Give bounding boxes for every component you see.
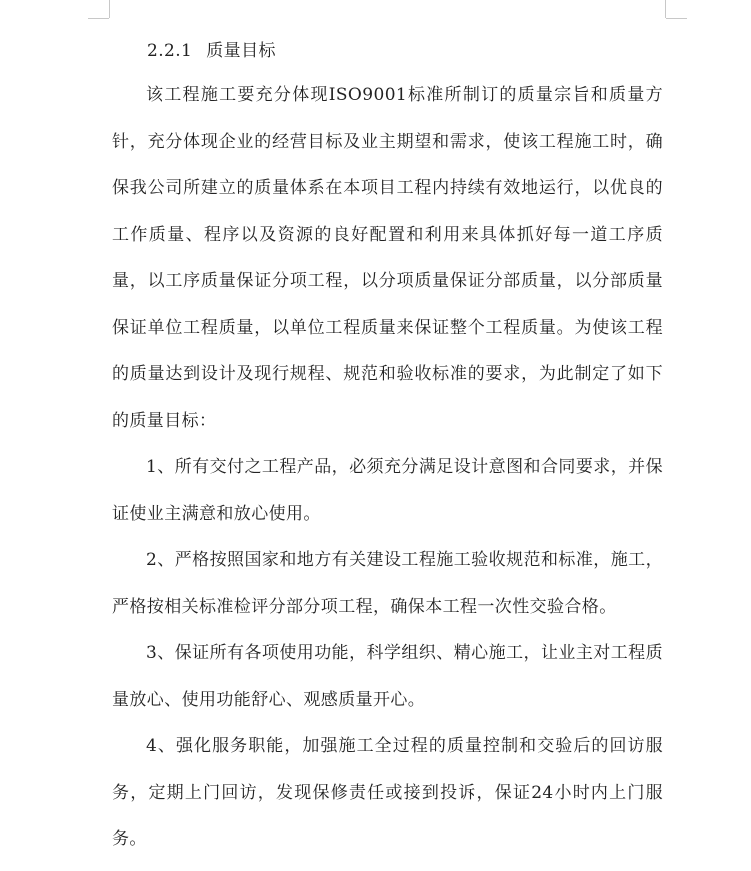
section-number: 2.2.1 [147, 41, 193, 61]
intro-paragraph: 该工程施工要充分体现ISO9001标准所制订的质量宗旨和质量方针，充分体现企业的经营目标及业主期望和需求，使该工程施工时，确保我公司所建立的质量体系在本项目工程内持续有效地运行，以优良的工作质量、程序以及资源的良好配置和利用来具体抓好每一道工序质量，以工序质量保证分项工程，以分项质量保证分部质量，以分部质量保证单位工程质量，以单位工程质量来保证整个工程质量。为使该工程的质量达到设计及现行规程、规范和验收标准的要求，为此制定了如下的质量目标： [112, 85, 663, 431]
crop-mark-top-left [88, 18, 109, 19]
crop-mark-top-left [109, 0, 110, 18]
section-title: 质量目标 [206, 41, 276, 61]
goal-paragraph-1: 1、所有交付之工程产品，必须充分满足设计意图和合同要求，并保证使业主满意和放心使用。 [112, 457, 663, 524]
crop-mark-top-right [665, 0, 666, 18]
crop-mark-top-right [666, 18, 687, 19]
goal-paragraph-4: 4、强化服务职能，加强施工全过程的质量控制和交验后的回访服务，定期上门回访，发现保修责任或接到投诉，保证24小时内上门服务。 [112, 736, 663, 849]
document-body [112, 32, 663, 863]
goal-paragraph-2: 2、严格按照国家和地方有关建设工程施工验收规范和标准，施工，严格按相关标准检评分部分项工程，确保本工程一次性交验合格。 [112, 550, 663, 617]
section-heading [112, 32, 663, 70]
goal-paragraph-3: 3、保证所有各项使用功能，科学组织、精心施工，让业主对工程质量放心、使用功能舒心、观感质量开心。 [112, 643, 663, 710]
